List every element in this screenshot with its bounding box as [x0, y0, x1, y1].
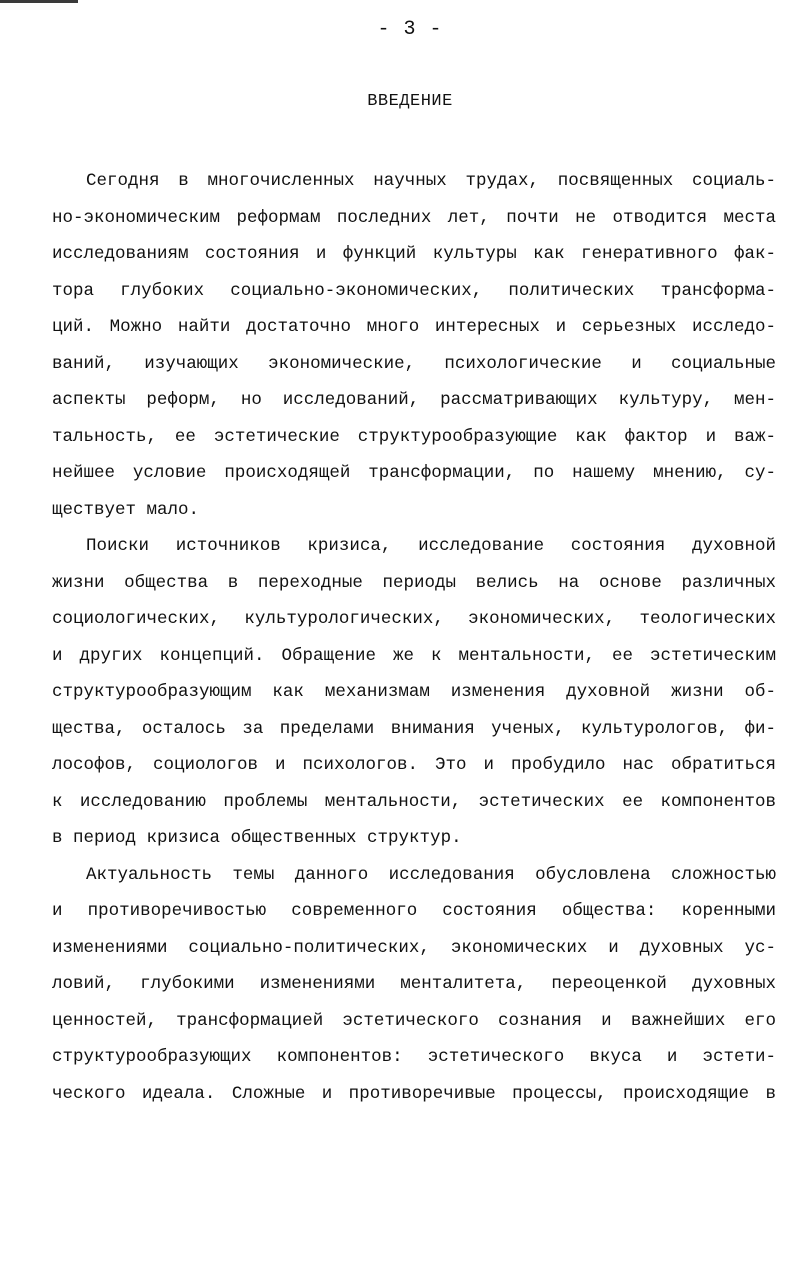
text-line: структурообразующих компонентов: эстетического вкуса и эстети- — [52, 1047, 776, 1067]
text-line: социологических, культурологических, экономических, теологических — [52, 609, 776, 629]
text-line: в период кризиса общественных структур. — [52, 828, 462, 848]
text-line: Сегодня в многочисленных научных трудах, посвященных социаль- — [86, 171, 776, 191]
page-number: - 3 - — [377, 18, 443, 41]
text-line: ческого идеала. Сложные и противоречивые процессы, происходящие в — [52, 1083, 776, 1104]
text-line: ществует мало. — [52, 499, 200, 520]
text-line: исследованиям состояния и функций культуры как генеративного фак- — [52, 244, 776, 264]
text-line: но-экономическим реформам последних лет, почти не отводится места — [52, 207, 776, 228]
text-line: нейшее условие происходящей трансформации, по нашему мнению, су- — [52, 463, 776, 483]
text-line: аспекты реформ, но исследований, рассматривающих культуру, мен- — [52, 390, 776, 410]
body-text — [52, 163, 776, 1112]
text-line: изменениями социально-политических, экономических и духовных ус- — [52, 937, 776, 958]
scan-edge-mark — [0, 0, 78, 3]
text-line: лософов, социологов и психологов. Это и пробудило нас обратиться — [52, 755, 776, 775]
text-line: Поиски источников кризиса, исследование состояния духовной — [86, 536, 776, 556]
text-line: жизни общества в переходные периоды велись на основе различных — [52, 572, 776, 593]
section-heading: ВВЕДЕНИЕ — [367, 92, 453, 111]
text-line: и других концепций. Обращение же к ментальности, ее эстетическим — [52, 645, 776, 666]
paragraph-2 — [52, 528, 776, 857]
text-line: ценностей, трансформацией эстетического сознания и важнейших его — [52, 1010, 776, 1031]
text-line: щества, осталось за пределами внимания ученых, культурологов, фи- — [52, 718, 776, 739]
text-line: Актуальность темы данного исследования обусловлена сложностью — [86, 864, 776, 885]
text-line: тора глубоких социально-экономических, политических трансформа- — [52, 280, 776, 301]
text-line: и противоречивостью современного состояния общества: коренными — [52, 901, 776, 921]
text-line: тальность, ее эстетические структурообразующие как фактор и важ- — [52, 426, 776, 447]
text-line: ций. Можно найти достаточно много интересных и серьезных исследо- — [52, 317, 776, 337]
paragraph-1 — [52, 163, 776, 528]
text-line: структурообразующим как механизмам изменения духовной жизни об- — [52, 682, 776, 702]
text-line: ловий, глубокими изменениями менталитета, переоценкой духовных — [52, 974, 776, 994]
paragraph-3 — [52, 857, 776, 1113]
text-line: ваний, изучающих экономические, психологические и социальные — [52, 353, 776, 374]
text-line: к исследованию проблемы ментальности, эстетических ее компонентов — [52, 791, 776, 812]
